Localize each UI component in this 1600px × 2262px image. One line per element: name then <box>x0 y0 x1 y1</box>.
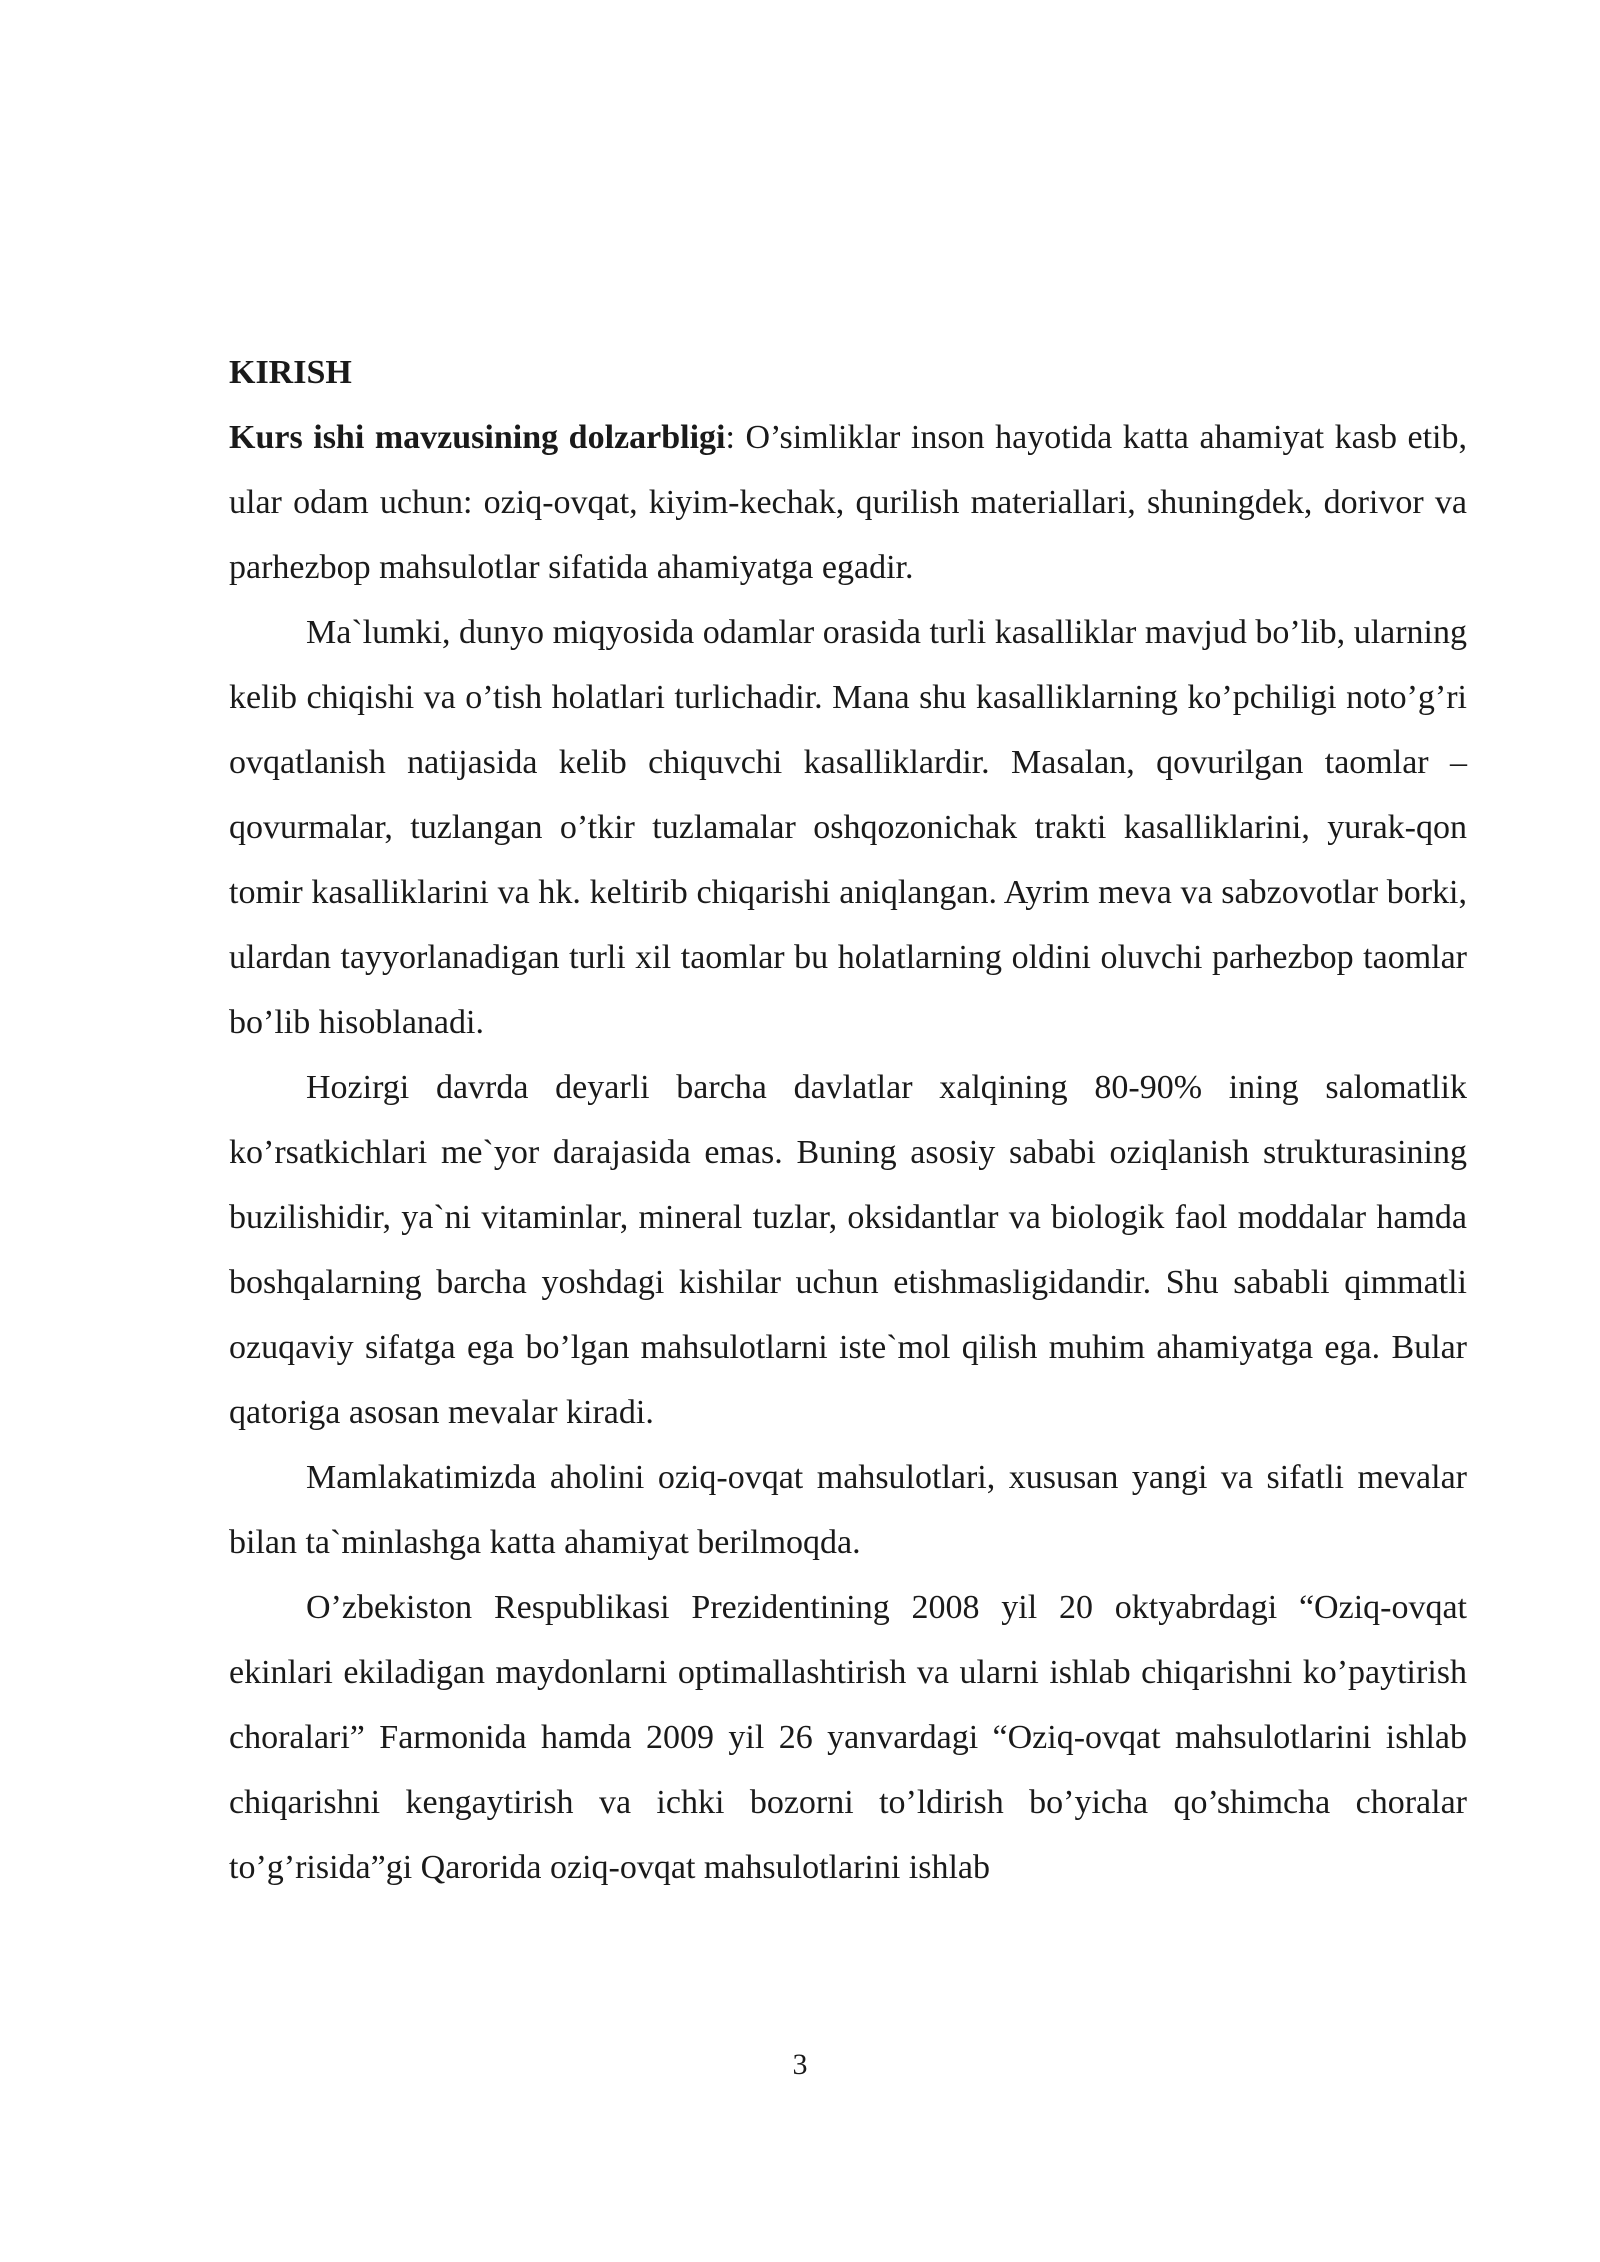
intro-bold-lead: Kurs ishi mavzusining dolzarbligi <box>229 419 726 456</box>
page-number: 3 <box>792 2048 808 2081</box>
document-body <box>229 340 1467 1900</box>
intro-text: O’simliklar inson hayotida katta ahamiyat kasb etib, ular odam uchun: oziq-ovqat, kiyim-kechak, qurilish materiallari, shuningdek, dorivor va parhezbop mahsulotlar sifatida ahamiyatga egadir. <box>229 419 1468 586</box>
section-heading: KIRISH <box>229 354 352 391</box>
paragraph-4: O’zbekiston Respublikasi Prezidentining 2008 yil 20 oktyabrdagi “Oziq-ovqat ekinlari ekiladigan maydonlarni optimallashtirish va ularni ishlab chiqarishni ko’paytirish choralari” Farmonida hamda 2009 yil 26 yanvardagi “Oziq-ovqat mahsulotlarini ishlab chiqarishni kengaytirish va ichki bozorni to’ldirish bo’yicha qo’shimcha choralar to’g’risida”gi Qarorida oziq-ovqat mahsulotlarini ishlab <box>229 1589 1467 1886</box>
intro-separator: : <box>725 419 735 456</box>
intro-paragraph <box>229 405 1467 600</box>
paragraph-2: Hozirgi davrda deyarli barcha davlatlar xalqining 80-90% ining salomatlik ko’rsatkichlari me`yor darajasida emas. Buning asosiy sababi oziqlanish strukturasining buzilishidir, ya`ni vitaminlar, mineral tuzlar, oksidantlar va biologik faol moddalar hamda boshqalarning barcha yoshdagi kishilar uchun etishmasligidandir. Shu sababli qimmatli ozuqaviy sifatga ega bo’lgan mahsulotlarni iste`mol qilish muhim ahamiyatga ega. Bular qatoriga asosan mevalar kiradi. <box>229 1069 1467 1431</box>
paragraph-1: Ma`lumki, dunyo miqyosida odamlar orasida turli kasalliklar mavjud bo’lib, ularning kelib chiqishi va o’tish holatlari turlichadir. Mana shu kasalliklarning ko’pchiligi noto’g’ri ovqatlanish natijasida kelib chiquvchi kasalliklardir. Masalan, qovurilgan taomlar – qovurmalar, tuzlangan o’tkir tuzlamalar oshqozonichak trakti kasalliklarini, yurak-qon tomir kasalliklarini va hk. keltirib chiqarishi aniqlangan. Ayrim meva va sabzovotlar borki, ulardan tayyorlanadigan turli xil taomlar bu holatlarning oldini oluvchi parhezbop taomlar bo’lib hisoblanadi. <box>229 614 1467 1041</box>
paragraph-3: Mamlakatimizda aholini oziq-ovqat mahsulotlari, xususan yangi va sifatli mevalar bilan ta`minlashga katta ahamiyat berilmoqda. <box>229 1459 1467 1561</box>
